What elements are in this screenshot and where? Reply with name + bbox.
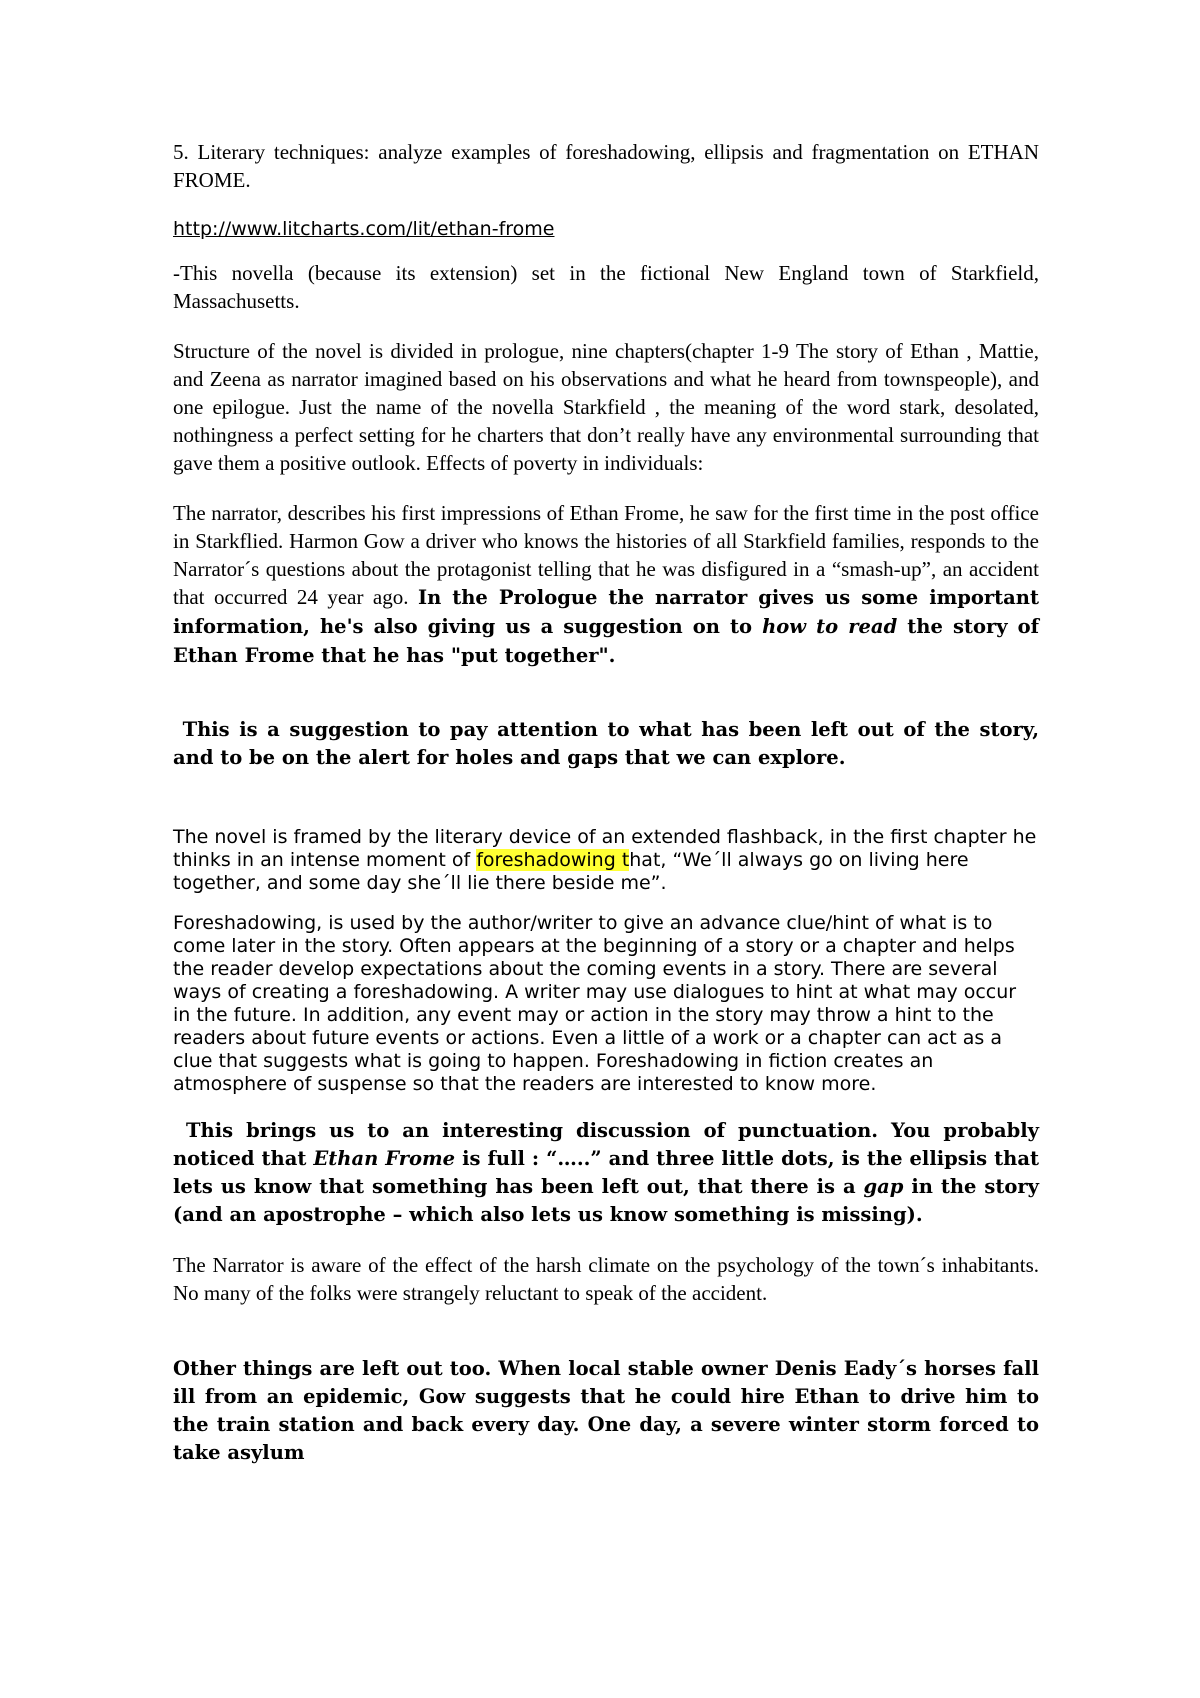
- narrator-bold-part-2: the story of Ethan Frome that he has "put together".: [173, 615, 1040, 667]
- punctuation-text-2: is full : “…..” and three little dots, is the ellipsis that lets us know that something has been left out, that there is a: [173, 1147, 1046, 1198]
- how-to-read-emphasis: how to read: [762, 615, 898, 638]
- framed-text-before: The novel is framed by the literary device of an extended flashback, in the first chapter he thinks in an intense moment of: [173, 826, 1037, 871]
- framed-paragraph: [173, 826, 1039, 895]
- structure-paragraph: Structure of the novel is divided in prologue, nine chapters(chapter 1-9 The story of Ethan , Mattie, and Zeena as narrator imagined based on his observations and what he heard from townspeople), and one epilogue. Just the name of the novella Starkfield , the meaning of the word stark, desolated, nothingness a perfect setting for he charters that don’t really have any environmental surrounding that gave them a positive outlook. Effects of poverty in individuals:: [173, 339, 1039, 475]
- document-page: [173, 138, 1046, 1467]
- narrator-text: The narrator, describes his first impressions of Ethan Frome, he saw for the first time in the post office in Starkflied. Harmon Gow a driver who knows the histories of all Starkfield families, responds to the Narrator´s questions about the protagonist telling that he was disfigured in a “smash-up”, an accident that occurred 24 year ago.: [173, 501, 1039, 609]
- ethan-frome-title: Ethan Frome: [313, 1147, 456, 1170]
- narrator-bold-part-1: In the Prologue the narrator gives us some important information, he's also giving us a suggestion on to: [173, 586, 1039, 638]
- foreshadowing-highlight: foreshadowing t: [476, 849, 630, 871]
- punctuation-paragraph: [173, 1117, 1046, 1229]
- litcharts-link[interactable]: http://www.litcharts.com/lit/ethan-frome: [173, 218, 555, 240]
- punctuation-text-3: in the story (and an apostrophe – which also lets us know something is missing).: [173, 1175, 1046, 1226]
- framed-text-after: hat, “We´ll always go on living here together, and some day she´ll lie there beside me”.: [173, 849, 969, 894]
- punctuation-text-1: This brings us to an interesting discussion of punctuation. You probably noticed that: [173, 1119, 1046, 1170]
- assignment-heading: 5. Literary techniques: analyze examples of foreshadowing, ellipsis and fragmentation on ETHAN FROME.: [173, 140, 1039, 192]
- other-things-paragraph: Other things are left out too. When local stable owner Denis Eady´s horses fall ill from an epidemic, Gow suggests that he could hire Ethan to drive him to the train station and back every day. One day, a severe winter storm forced to take asylum: [173, 1357, 1039, 1464]
- suggestion-paragraph: This is a suggestion to pay attention to what has been left out of the story, and to be on the alert for holes and gaps that we can explore.: [173, 718, 1046, 769]
- gap-emphasis: gap: [863, 1175, 904, 1198]
- foreshadowing-definition-paragraph: Foreshadowing, is used by the author/writer to give an advance clue/hint of what is to come later in the story. Often appears at the beginning of a story or a chapter and helps the reader develop expectations about the coming events in a story. There are several ways of creating a foreshadowing. A writer may use dialogues to hint at what may occur in the future. In addition, any event may or action in the story may throw a hint to the readers about future events or actions. Even a little of a work or a chapter can act as a clue that suggests what is going to happen. Foreshadowing in fiction creates an atmosphere of suspense so that the readers are interested to know more.: [173, 912, 1017, 1095]
- source-link-line: [173, 214, 1039, 243]
- climate-paragraph: The Narrator is aware of the effect of the harsh climate on the psychology of the town´s inhabitants. No many of the folks were strangely reluctant to speak of the accident.: [173, 1253, 1039, 1305]
- novella-paragraph: -This novella (because its extension) set in the fictional New England town of Starkfield, Massachusetts.: [173, 261, 1039, 313]
- narrator-paragraph: [173, 499, 1039, 670]
